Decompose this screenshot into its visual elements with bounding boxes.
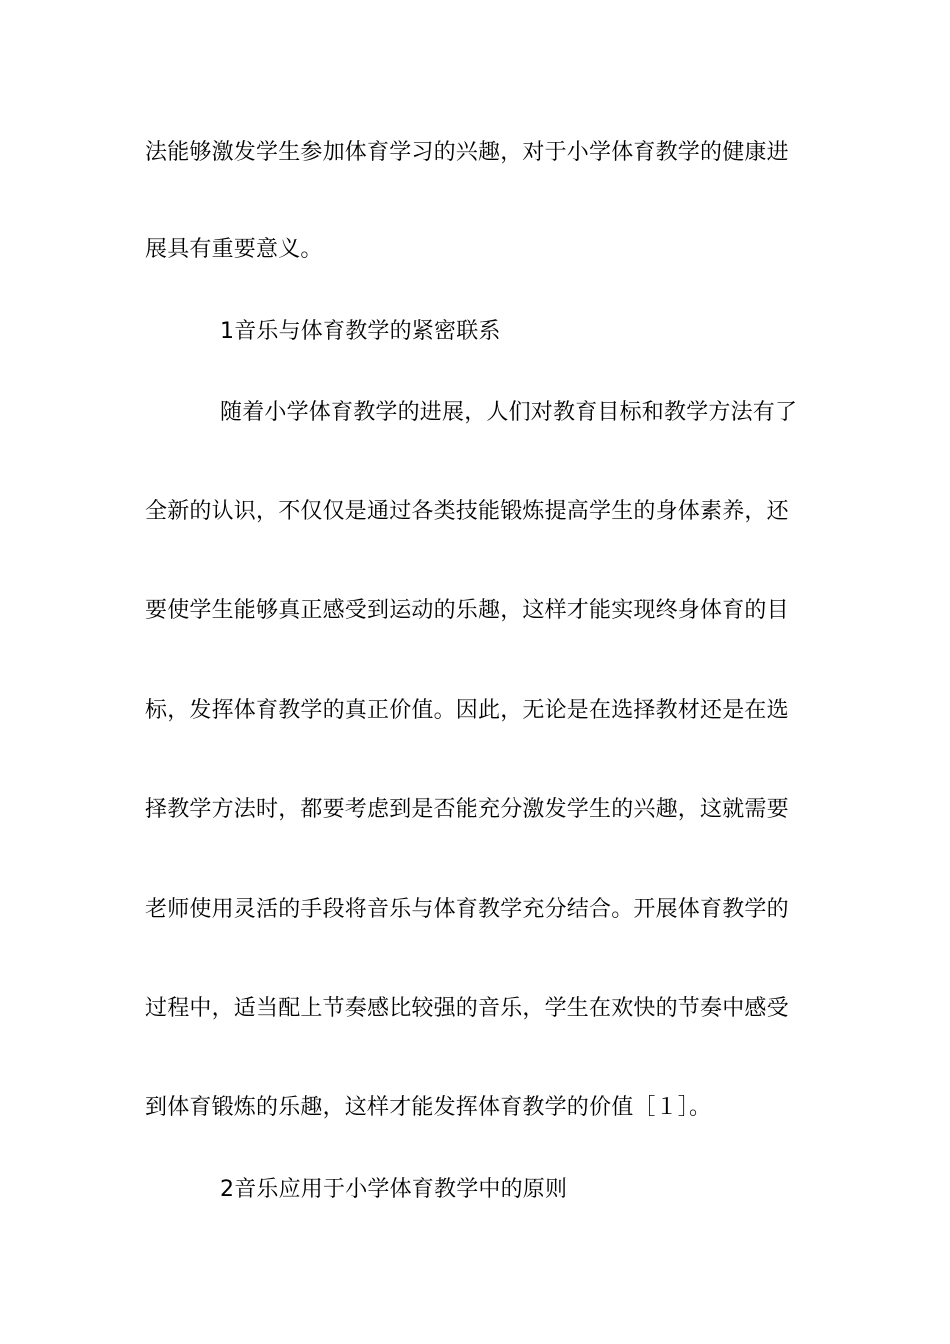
paragraph-line: 过程中，适当配上节奏感比较强的音乐，学生在欢快的节奏中感受 xyxy=(145,996,789,1021)
section-heading-1: 1音乐与体育教学的紧密联系 xyxy=(220,319,501,344)
paragraph-line-end: 展具有重要意义。 xyxy=(145,237,323,262)
paragraph-line: 择教学方法时，都要考虑到是否能充分激发学生的兴趣，这就需要 xyxy=(145,797,789,822)
paragraph-line-first: 随着小学体育教学的进展，人们对教育目标和教学方法有了 xyxy=(220,400,798,425)
section-heading-2: 2音乐应用于小学体育教学中的原则 xyxy=(220,1177,568,1202)
paragraph-line-last: 到体育锻炼的乐趣，这样才能发挥体育教学的价值［１］。 xyxy=(145,1095,712,1120)
paragraph-line: 全新的认识，不仅仅是通过各类技能锻炼提高学生的身体素养，还 xyxy=(145,499,789,524)
paragraph-line: 要使学生能够真正感受到运动的乐趣，这样才能实现终身体育的目 xyxy=(145,598,789,623)
paragraph-line: 老师使用灵活的手段将音乐与体育教学充分结合。开展体育教学的 xyxy=(145,897,789,922)
paragraph-line-continuation: 法能够激发学生参加体育学习的兴趣，对于小学体育教学的健康进 xyxy=(145,140,789,165)
paragraph-line: 标，发挥体育教学的真正价值。因此，无论是在选择教材还是在选 xyxy=(145,698,789,723)
